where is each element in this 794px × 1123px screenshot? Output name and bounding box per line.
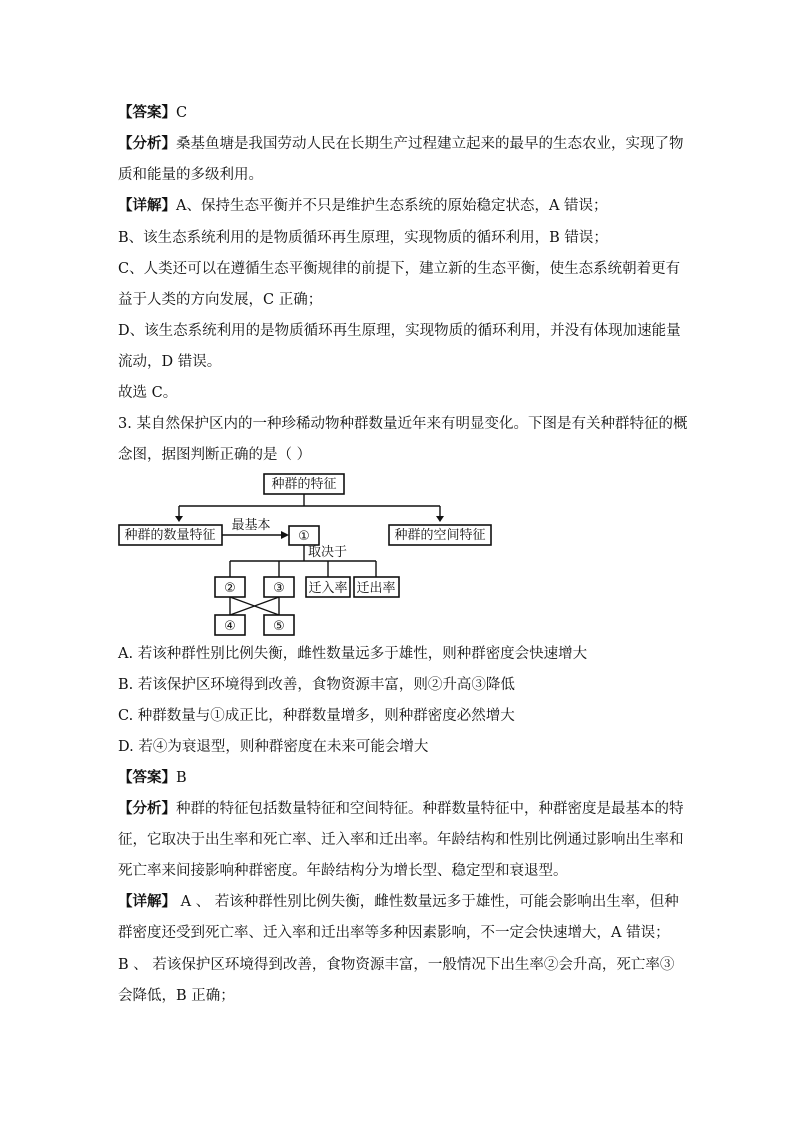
q2-detail-d: D、该生态系统利用的是物质循环再生原理，实现物质的循环利用，并没有体现加速能量 bbox=[118, 323, 681, 339]
label-node-3: ③ bbox=[273, 581, 285, 596]
q2-detail-d-cont: 流动，D 错误。 bbox=[118, 354, 222, 370]
label-depends-on: 取决于 bbox=[308, 545, 348, 560]
q3-option-c: C. 种群数量与①成正比，种群数量增多，则种群密度必然增大 bbox=[118, 708, 515, 724]
q3-detail-b-cont: 会降低，B 正确； bbox=[118, 988, 235, 1004]
q2-analysis-cont: 质和能量的多级利用。 bbox=[118, 167, 263, 183]
label-population-features: 种群的特征 bbox=[271, 477, 337, 492]
q3-analysis-cont-1: 征，它取决于出生率和死亡率、迁入率和迁出率。年龄结构和性别比例通过影响出生率和 bbox=[118, 832, 684, 848]
answer-tag: 【答案】 bbox=[118, 104, 176, 121]
q2-conclusion: 故选 C。 bbox=[118, 385, 178, 401]
label-node-2: ② bbox=[224, 581, 236, 596]
label-immigration-rate: 迁入率 bbox=[308, 581, 348, 596]
q3-option-a: A. 若该种群性别比例失衡，雌性数量远多于雄性，则种群密度会快速增大 bbox=[118, 646, 588, 662]
q2-analysis bbox=[118, 134, 684, 154]
q3-detail-a-cont: 群密度还受到死亡率、迁入率和迁出率等多种因素影响，不一定会快速增大，A 错误； bbox=[118, 925, 670, 941]
label-quantitative-features: 种群的数量特征 bbox=[124, 528, 216, 543]
answer-value: B bbox=[176, 770, 187, 786]
q2-detail-c: C、人类还可以在遵循生态平衡规律的前提下，建立新的生态平衡，使生态系统朝着更有 bbox=[118, 261, 681, 277]
q2-detail-b: B、该生态系统利用的是物质循环再生原理，实现物质的循环利用，B 错误； bbox=[118, 230, 608, 246]
q3-stem-cont: 念图，据图判断正确的是（ ） bbox=[118, 447, 312, 463]
analysis-tag: 【分析】 bbox=[118, 800, 176, 817]
answer-value: C bbox=[176, 105, 188, 121]
q3-analysis bbox=[118, 799, 684, 819]
detail-text: A 、 若该种群性别比例失衡，雌性数量远多于雄性，可能会影响出生率，但种 bbox=[176, 894, 679, 910]
analysis-text: 种群的特征包括数量特征和空间特征。种群数量特征中，种群密度是最基本的特 bbox=[176, 801, 684, 817]
label-node-1: ① bbox=[298, 529, 310, 544]
q2-detail bbox=[118, 196, 608, 216]
q3-option-b: B. 若该保护区环境得到改善，食物资源丰富，则②升高③降低 bbox=[118, 677, 515, 693]
label-node-4: ④ bbox=[224, 619, 236, 634]
q3-analysis-cont-2: 死亡率来间接影响种群密度。年龄结构分为增长型、稳定型和衰退型。 bbox=[118, 863, 568, 879]
analysis-tag: 【分析】 bbox=[118, 135, 176, 152]
label-most-basic: 最基本 bbox=[231, 518, 271, 533]
detail-text: A、保持生态平衡并不只是维护生态系统的原始稳定状态，A 错误； bbox=[176, 198, 608, 214]
analysis-text: 桑基鱼塘是我国劳动人民在长期生产过程建立起来的最早的生态农业，实现了物 bbox=[176, 136, 684, 152]
q2-detail-c-cont: 益于人类的方向发展，C 正确； bbox=[118, 292, 323, 308]
q2-answer bbox=[118, 103, 187, 123]
label-spatial-features: 种群的空间特征 bbox=[394, 528, 486, 543]
population-concept-diagram bbox=[110, 465, 530, 645]
q3-answer bbox=[118, 768, 187, 788]
detail-tag: 【详解】 bbox=[118, 893, 176, 910]
detail-tag: 【详解】 bbox=[118, 197, 176, 214]
answer-tag: 【答案】 bbox=[118, 769, 176, 786]
label-node-5: ⑤ bbox=[273, 619, 285, 634]
label-emigration-rate: 迁出率 bbox=[356, 581, 396, 596]
q3-detail-b: B 、 若该保护区环境得到改善，食物资源丰富，一般情况下出生率②会升高，死亡率③ bbox=[118, 957, 675, 973]
q3-option-d: D. 若④为衰退型，则种群密度在未来可能会增大 bbox=[118, 739, 429, 755]
q3-detail bbox=[118, 892, 679, 912]
q3-stem: 3. 某自然保护区内的一种珍稀动物种群数量近年来有明显变化。下图是有关种群特征的概 bbox=[118, 416, 688, 432]
